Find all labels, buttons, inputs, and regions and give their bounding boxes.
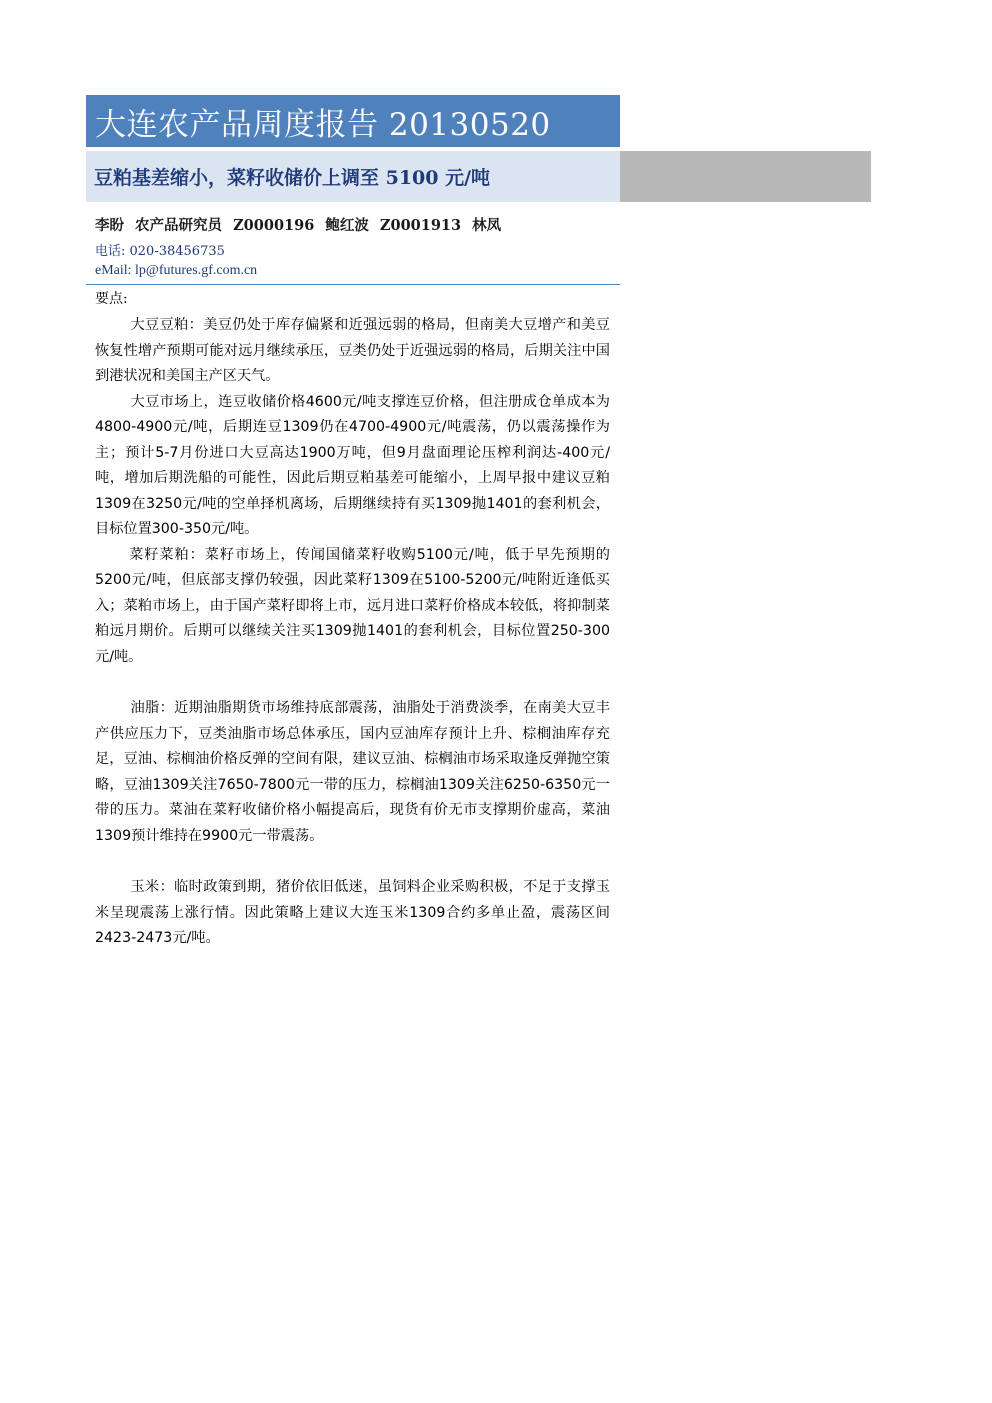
header-divider xyxy=(86,284,620,285)
paragraph-soybean-meal: 大豆豆粕：美豆仍处于库存偏紧和近强远弱的格局，但南美大豆增产和美豆恢复性增产预期可能对远月继续承压，豆类仍处于近强远弱的格局，后期关注中国到港状况和美国主产区天气。 xyxy=(95,317,610,384)
decorative-gray-block xyxy=(620,151,871,202)
report-title-bar xyxy=(86,95,620,147)
paragraph-soybean-market: 大豆市场上，连豆收储价格4600元/吨支撑连豆价格，但注册成仓单成本为4800-4900元/吨，后期连豆1309仍在4700-4900元/吨震荡，仍以震荡操作为主；预计5-7月份进口大豆高达1900万吨，但9月盘面理论压榨利润达-400元/吨，增加后期洗船的可能性，因此后期豆粕基差可能缩小，上周早报中建议豆粕1309在3250元/吨的空单择机离场，后期继续持有买1309抛1401的套利机会，目标位置300-350元/吨。 xyxy=(95,393,610,537)
report-subtitle-bar xyxy=(86,151,620,202)
contact-phone: 电话: 020-38456735 xyxy=(95,244,225,259)
contact-email: eMail: lp@futures.gf.com.cn xyxy=(95,263,258,278)
author-line: 李盼 农产品研究员 Z0000196 鲍红波 Z0001913 林凤 xyxy=(95,217,502,234)
paragraph-rapeseed: 菜籽菜粕：菜籽市场上，传闻国储菜籽收购5100元/吨，低于早先预期的5200元/吨，但底部支撑仍较强，因此菜籽1309在5100-5200元/吨附近逢低买入；菜粕市场上，由于国产菜籽即将上市，远月进口菜籽价格成本较低，将抑制菜粕远月期价。后期可以继续关注买1309抛1401的套利机会，目标位置250-300元/吨。 xyxy=(95,546,610,665)
paragraph-corn: 玉米：临时政策到期，猪价依旧低迷，虽饲料企业采购积极，不足于支撑玉米呈现震荡上涨行情。因此策略上建议大连玉米1309合约多单止盈，震荡区间2423-2473元/吨。 xyxy=(95,879,610,946)
report-body xyxy=(95,313,610,952)
paragraph-oils: 油脂：近期油脂期货市场维持底部震荡，油脂处于消费淡季，在南美大豆丰产供应压力下，豆类油脂市场总体承压，国内豆油库存预计上升、棕榈油库存充足，豆油、棕榈油价格反弹的空间有限，建议豆油、棕榈油市场采取逢反弹抛空策略，豆油1309关注7650-7800元一带的压力，棕榈油1309关注6250-6350元一带的压力。菜油在菜籽收储价格小幅提高后，现货有价无市支撑期价虚高，菜油1309预计维持在9900元一带震荡。 xyxy=(95,700,610,844)
report-title: 大连农产品周度报告 20130520 xyxy=(95,106,551,143)
key-points-heading: 要点: xyxy=(95,291,128,307)
report-subtitle: 豆粕基差缩小，菜籽收储价上调至 5100 元/吨 xyxy=(94,167,491,189)
